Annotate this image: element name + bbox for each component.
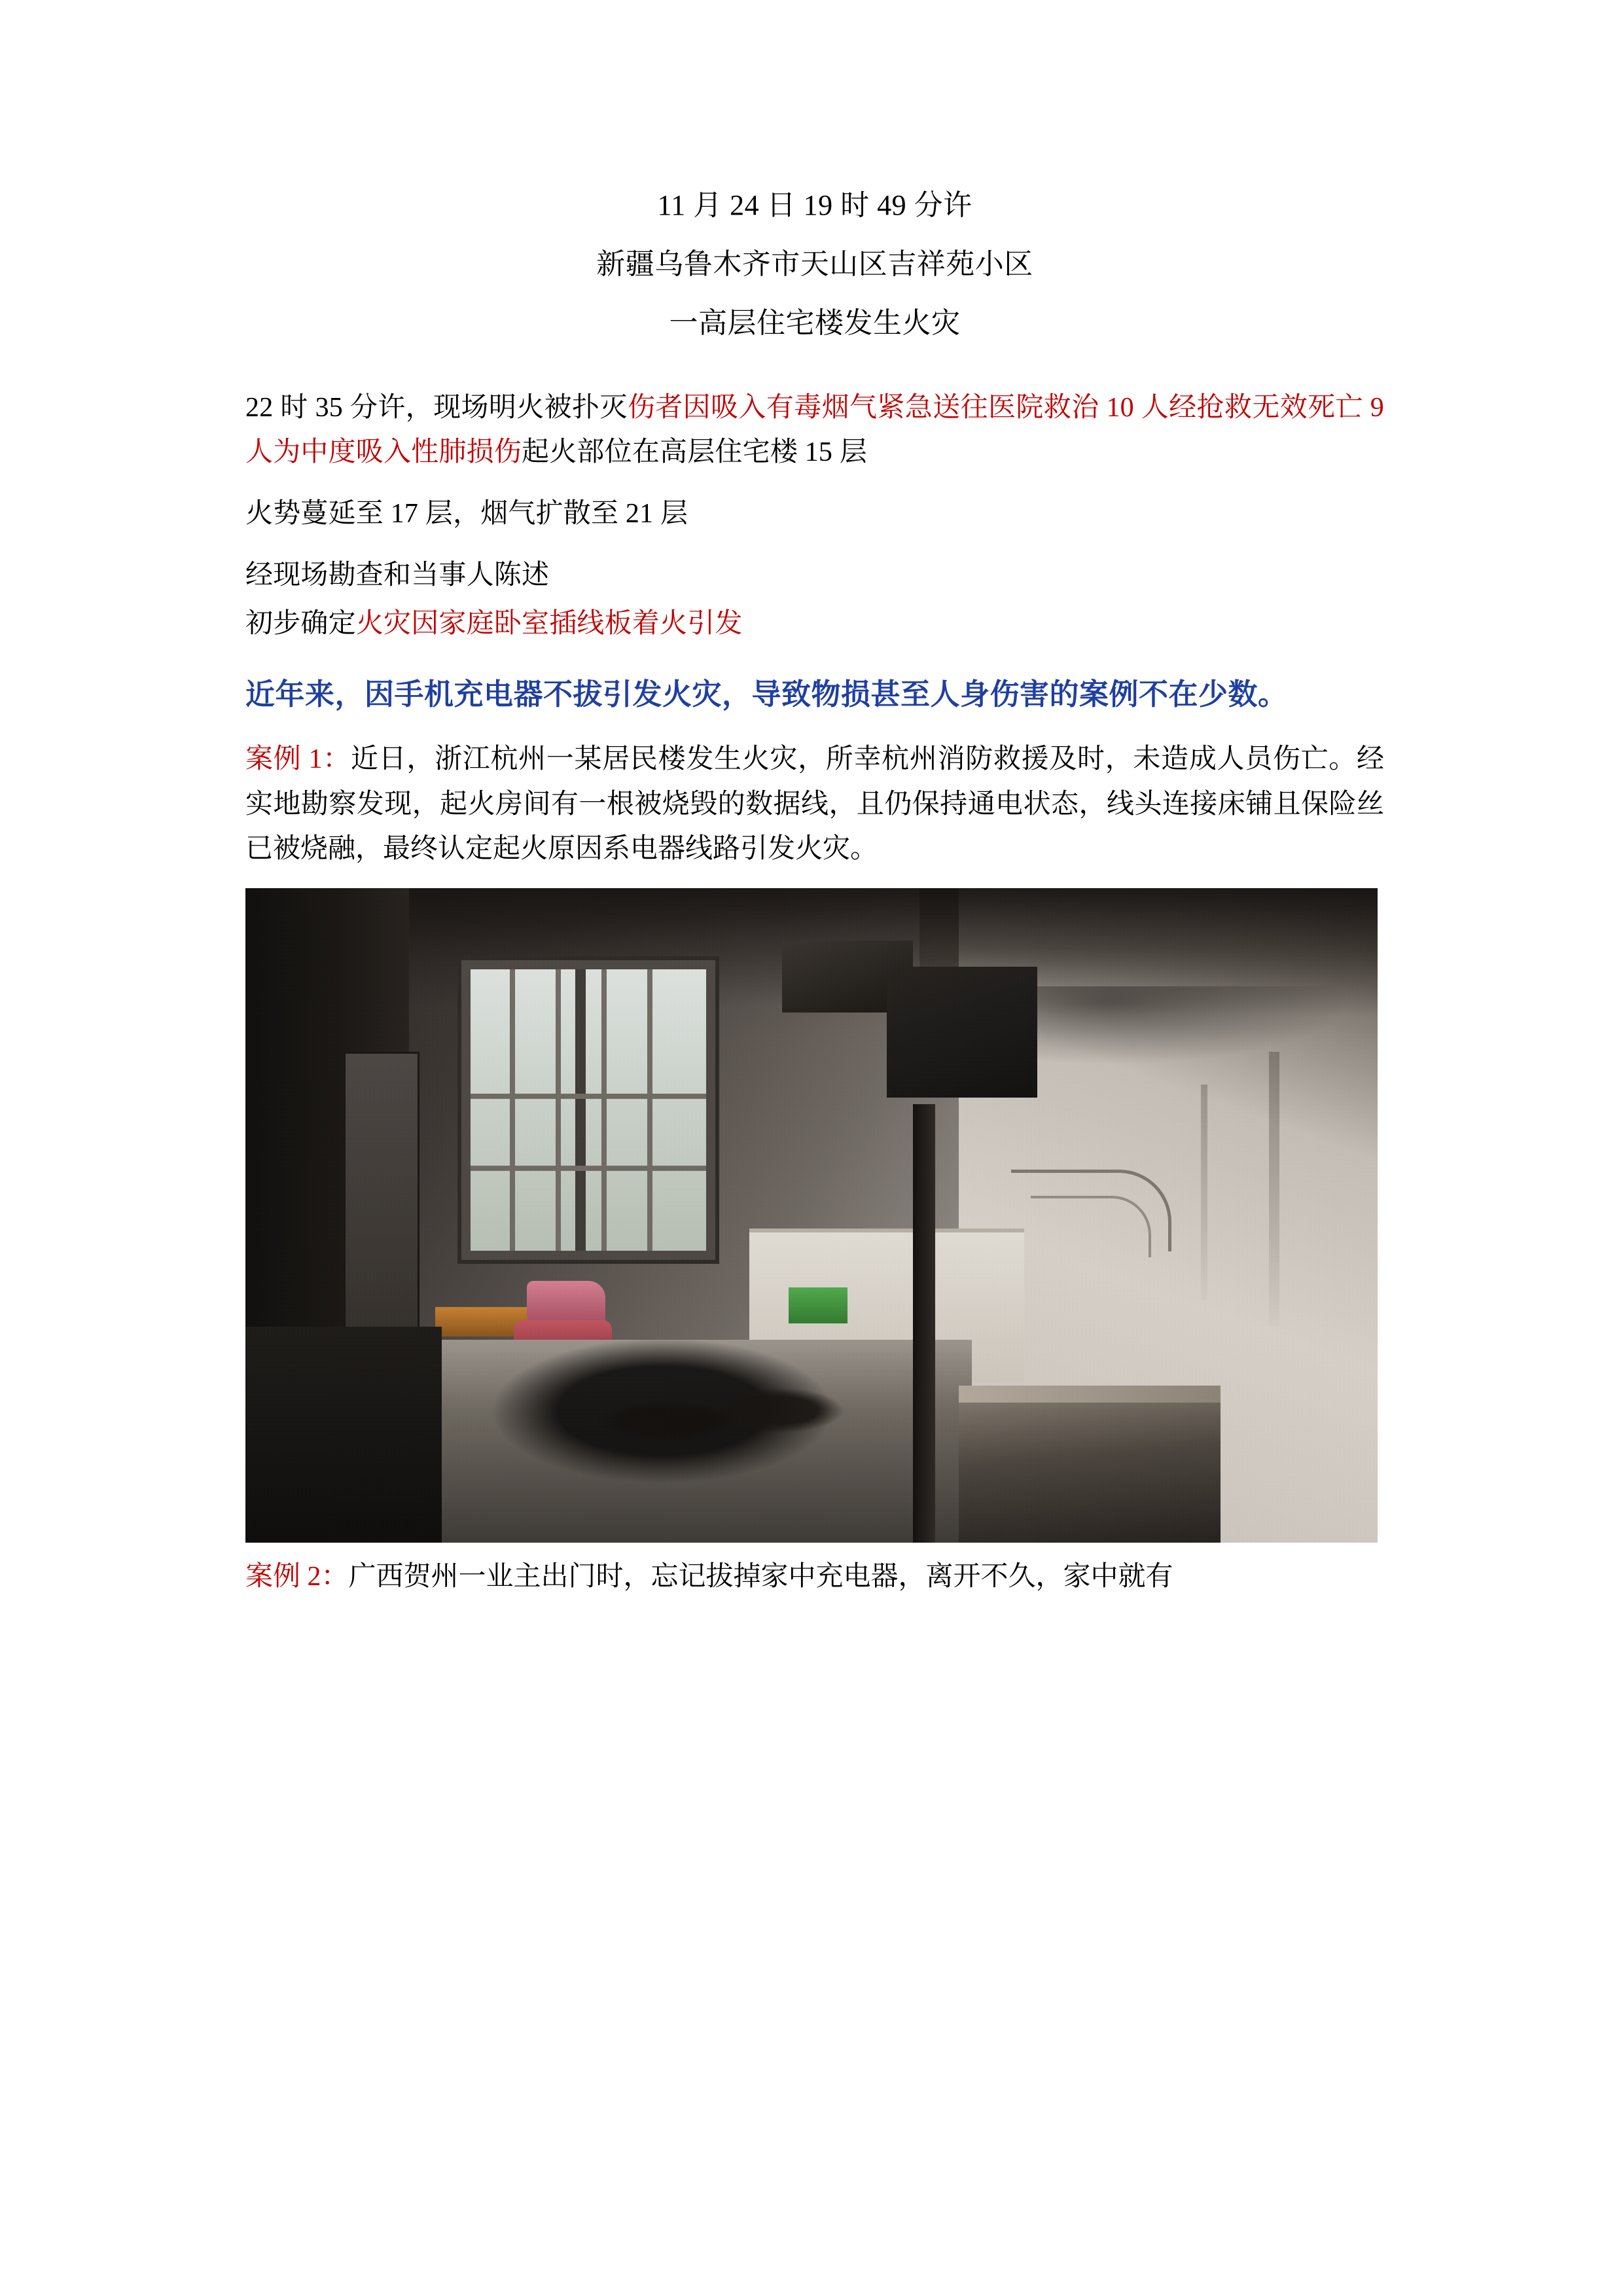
photo-window-bar-v3 (601, 969, 607, 1251)
text-cause-prefix: 初步确定 (245, 608, 356, 639)
photo-wall-streak-1 (1269, 1052, 1279, 1327)
paragraph-case-2 (245, 1554, 1384, 1599)
document-content (245, 183, 1384, 1605)
photo-window-bar-v4 (647, 969, 652, 1251)
photo-debris (586, 1366, 861, 1477)
text-black-b: 起火部位在高层住宅楼 15 层 (522, 437, 868, 467)
fire-scene-photo (245, 888, 1378, 1543)
photo-window-frame-center (575, 969, 586, 1251)
document-heading (245, 183, 1384, 346)
photo-window-bar-h2 (471, 1166, 706, 1171)
photo-foreground-table (959, 1386, 1221, 1543)
case-1-text: 近日，浙江杭州一某居民楼发生火灾，所幸杭州消防救援及时，未造成人员伤亡。经实地勘察发现，起火房间有一根被烧毁的数据线，且仍保持通电状态，线头连接床铺且保险丝已被烧融，最终认定起火原因系电器线路引发火灾。 (245, 744, 1384, 864)
photo-cable-2 (1031, 1196, 1151, 1257)
photo-dark-post (913, 1104, 935, 1543)
text-black-a: 22 时 35 分许，现场明火被扑灭 (245, 392, 628, 423)
paragraph-highlight: 近年来，因手机充电器不拔引发火灾，导致物损甚至人身伤害的案例不在少数。 (245, 677, 1288, 711)
case-2-text: 广西贺州一业主出门时，忘记拔掉家中充电器，离开不久，家中就有 (348, 1561, 1173, 1592)
photo-window-bar-v1 (510, 969, 515, 1251)
paragraph-fire-summary (245, 386, 1384, 475)
photo-green-object (789, 1287, 847, 1323)
photo-floor (245, 1327, 442, 1543)
photo-window (461, 960, 715, 1260)
photo-window-bar-v2 (556, 969, 561, 1251)
photo-dark-appliance (887, 967, 1037, 1098)
heading-line-1: 11 月 24 日 19 时 49 分许 (657, 189, 972, 221)
text-red-casualties: 伤者因吸入有毒烟气紧急送往医院救治 10 人经抢救无效死亡 9 人为中度吸入性肺损伤 (245, 392, 1385, 467)
photo-table-edge (959, 1386, 1221, 1403)
paragraph-case-1 (245, 737, 1384, 870)
paragraph-spread: 火势蔓延至 17 层，烟气扩散至 21 层 (245, 498, 688, 529)
text-cause-red: 火灾因家庭卧室插线板着火引发 (355, 608, 743, 639)
paragraph-cause (245, 601, 1384, 646)
photo-wall-streak-2 (1201, 1085, 1207, 1300)
case-2-label: 案例 2： (245, 1561, 349, 1592)
paragraph-investigation: 经现场勘查和当事人陈述 (245, 560, 550, 590)
heading-line-2: 新疆乌鲁木齐市天山区吉祥苑小区 (596, 248, 1033, 281)
heading-line-3: 一高层住宅楼发生火灾 (669, 307, 961, 340)
case-1-label: 案例 1： (245, 744, 351, 775)
photo-base (245, 888, 1378, 1543)
photo-window-bar-h1 (471, 1094, 706, 1099)
